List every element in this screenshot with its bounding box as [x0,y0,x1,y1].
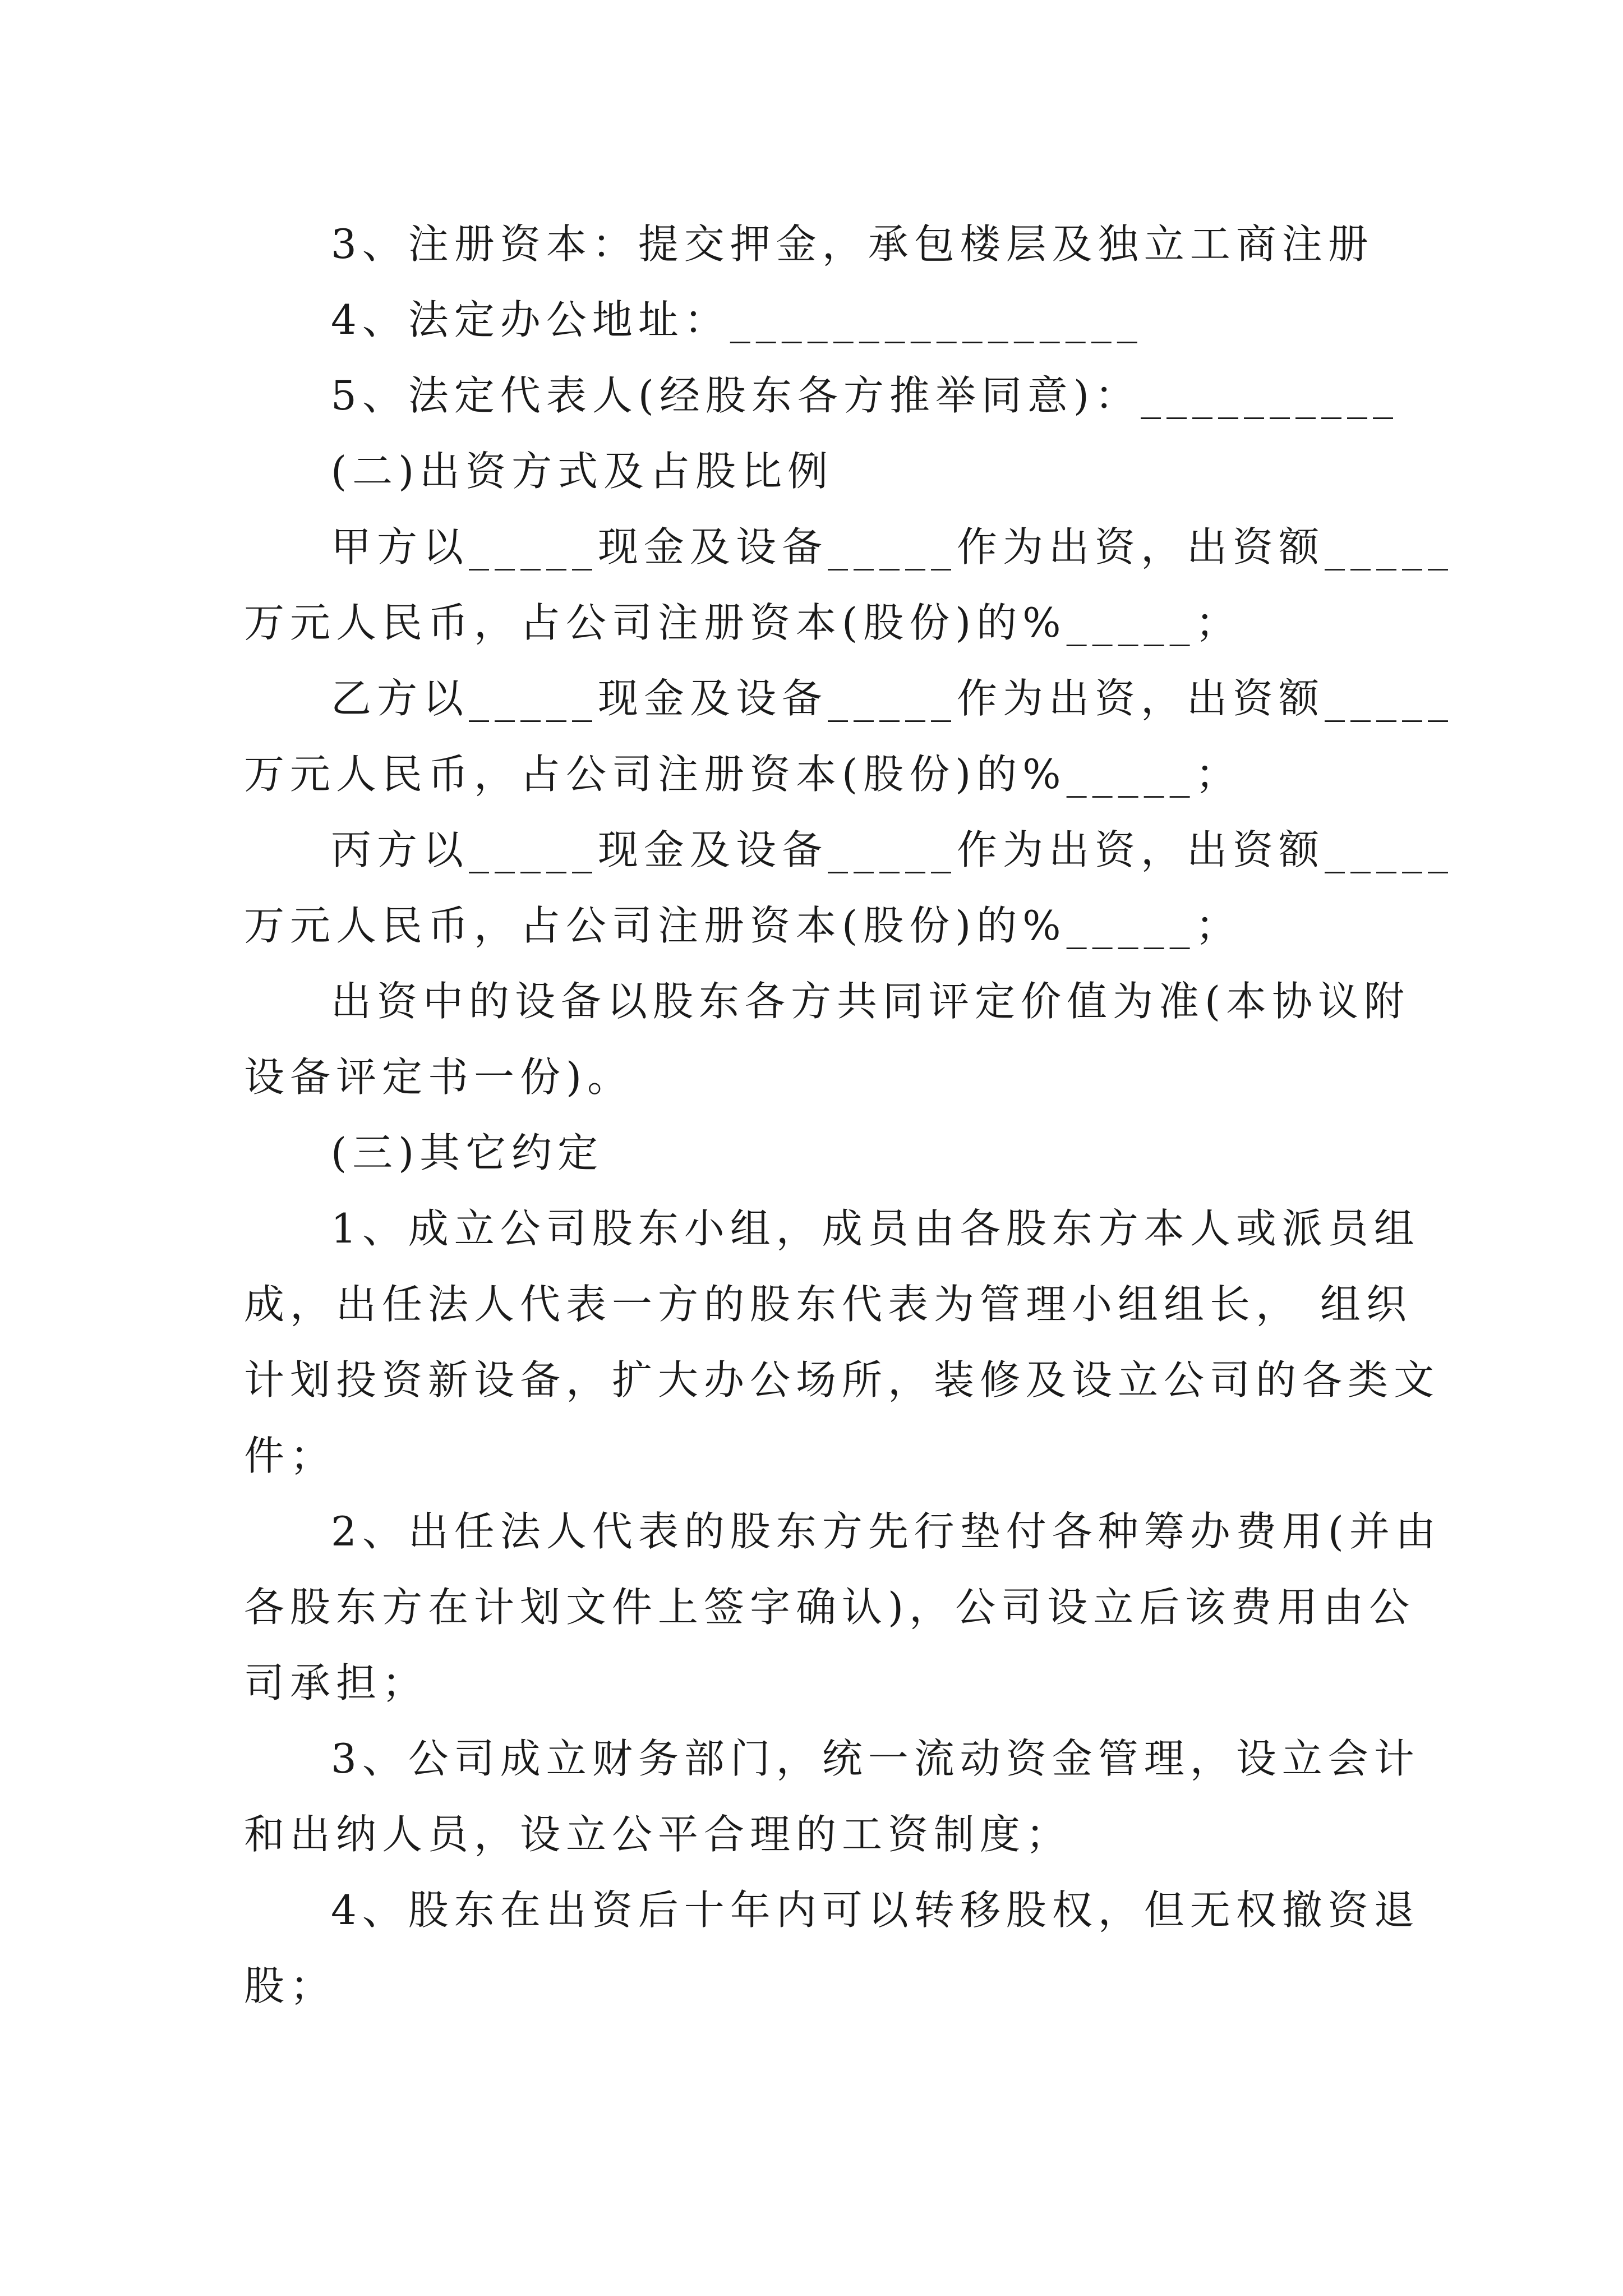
text-line: 设备评定书一份)。 [244,1053,634,1101]
text-line: 乙方以_____现金及设备_____作为出资，出资额_____ [331,675,1454,722]
text-line: 万元人民币，占公司注册资本(股份)的%_____； [244,599,1242,646]
text-line: 3、公司成立财务部门，统一流动资金管理，设立会计 [331,1735,1420,1782]
text-line: 4、股东在出资后十年内可以转移股权，但无权撤资退 [331,1887,1420,1934]
text-line: 出资中的设备以股东各方共同评定价值为准(本协议附 [331,978,1410,1025]
text-line: 各股东方在计划文件上签字确认)，公司设立后该费用由公 [244,1584,1415,1631]
text-line: 丙方以_____现金及设备_____作为出资，出资额_____ [331,826,1454,873]
text-line: 5、法定代表人(经股东各方推举同意)：__________ [331,372,1399,419]
section-heading: (三)其它约定 [331,1129,604,1176]
text-line: 和出纳人员，设立公平合理的工资制度； [244,1811,1072,1858]
text-line: 1、成立公司股东小组，成员由各股东方本人或派员组 [331,1205,1420,1252]
text-line: 计划投资新设备，扩大办公场所，装修及设立公司的各类文 [244,1356,1440,1404]
text-line: 件； [244,1432,336,1479]
text-line: 万元人民币，占公司注册资本(股份)的%_____； [244,902,1242,949]
text-line: 万元人民币，占公司注册资本(股份)的%_____； [244,751,1242,798]
text-line: 2、出任法人代表的股东方先行垫付各种筹办费用(并由 [331,1508,1441,1555]
section-heading: (二)出资方式及占股比例 [331,448,834,495]
text-line: 3、注册资本：提交押金，承包楼层及独立工商注册 [331,220,1374,268]
text-line: 股； [244,1962,336,2009]
text-line: 司承担； [244,1659,428,1706]
text-line: 甲方以_____现金及设备_____作为出资，出资额_____ [331,523,1454,570]
text-line: 成，出任法人代表一方的股东代表为管理小组组长， 组织 [244,1281,1412,1328]
text-line: 4、法定办公地址：________________ [331,296,1143,343]
